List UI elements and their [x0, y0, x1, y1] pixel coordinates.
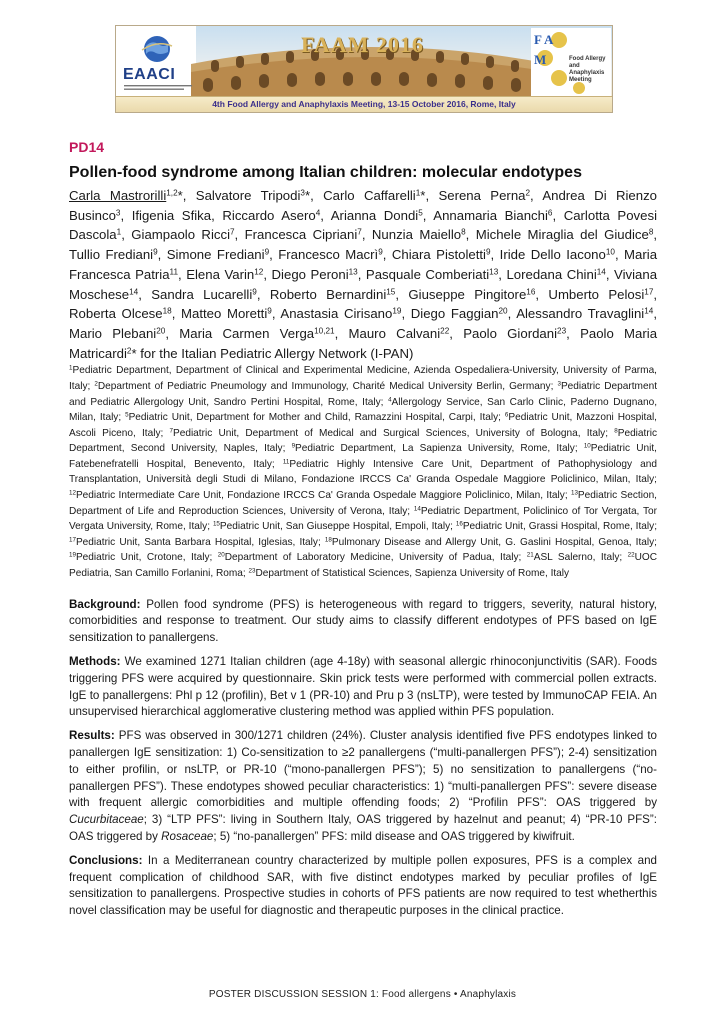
affiliation-number: 8 [614, 427, 618, 435]
author-name: Maria Carmen Verga [179, 325, 315, 341]
author-affiliation-number: 22 [440, 326, 450, 336]
author-affiliation-number: 3 [300, 188, 305, 198]
affiliation-number: 4 [388, 396, 392, 404]
author-affiliation-number: 9 [486, 247, 491, 257]
author [186, 267, 263, 282]
abstract-title: Pollen-food syndrome among Italian children: molecular endotypes [69, 164, 582, 181]
author-name: Carlotta Povesi Dascola [69, 207, 658, 243]
author [272, 267, 358, 282]
affiliation-text: UOC Pediatria, San Camillo Forlanini, Roma; [69, 552, 658, 580]
background-text: Pollen food syndrome (PFS) is heterogeneous with regard to triggers, severity, natural history, comorbidities and response to treatment. Our study aims to classify different endotypes of PFS based on IgE sensitization to panallergens. [69, 597, 657, 645]
faam-logo-letters: F A M [534, 32, 553, 67]
author [69, 247, 158, 262]
author-name: Roberta Olcese [69, 306, 163, 322]
globe-icon [140, 34, 174, 64]
affiliation-number: 1 [69, 364, 73, 372]
methods-label: Methods: [69, 655, 121, 669]
author-name: Mario Plebani [69, 325, 157, 341]
author [463, 326, 566, 341]
affiliation-text: Pediatric Unit, Grassi Hospital, Rome, Italy; [462, 521, 657, 533]
faam-title: FAAM 2016 [301, 32, 424, 57]
affiliation-number: 18 [324, 536, 332, 544]
affiliation-number: 14 [413, 505, 421, 513]
author-name: Iride Dello Iacono [499, 247, 606, 263]
page-footer: POSTER DISCUSSION SESSION 1: Food allergens • Anaphylaxis [208, 989, 517, 1000]
author-name: Paolo Giordani [463, 325, 558, 341]
author-affiliation-number: 9 [264, 247, 270, 257]
author-name: Riccardo Asero [222, 207, 316, 223]
author-affiliation-number: 7 [357, 227, 362, 237]
faam-logo-description: Food Allergy and Anaphylaxis Meeting [569, 56, 606, 83]
affiliation-text: Pediatric Unit, Department for Mother and Child, Ramazzini Hospital, Carpi, Italy; [128, 412, 505, 424]
author-name: Pasquale Comberiati [365, 266, 490, 282]
author-name: Roberto Bernardini [269, 286, 387, 302]
author-affiliation-number: 16 [526, 287, 536, 297]
author-affiliation-number: 14 [596, 267, 606, 277]
author [411, 306, 508, 321]
eaaci-logo-subtitle [124, 84, 194, 93]
author-affiliation-number: 4 [315, 208, 321, 218]
affiliation-number: 6 [504, 411, 509, 419]
author-affiliation-number: 15 [386, 287, 396, 297]
conference-banner [115, 25, 613, 113]
affiliation-text: Pediatric Unit, Fatebenefratelli Hospital, Benevento, Italy; [69, 443, 657, 470]
author [500, 247, 615, 262]
eaaci-logo-text: EAACI [123, 66, 176, 83]
author: Carla Mastrorilli$^{1,2}$* [69, 188, 183, 203]
methods-section [69, 654, 657, 721]
author-name: Francesca Cipriani [244, 227, 358, 243]
author [131, 227, 234, 242]
author-affiliation-number: 8 [461, 227, 466, 237]
author-name: Nunzia Maiello [371, 227, 462, 243]
author-name: Elena Varin [186, 266, 255, 282]
author [69, 306, 172, 321]
author-affiliation-number: 2 [525, 188, 531, 198]
author-affiliation-number: 20 [156, 326, 166, 336]
author [179, 326, 334, 341]
affiliation-number: 13 [570, 489, 578, 497]
author-affiliation-number: 1 [116, 227, 122, 237]
affiliation-number: 11 [282, 458, 290, 466]
author-affiliation-number: 14 [129, 287, 139, 297]
affiliation-number: 23 [248, 567, 256, 575]
affiliation-text: Department of Statistical Sciences, Sapienza University of Rome, Italy [255, 568, 570, 580]
affiliation-number: 19 [69, 552, 76, 560]
affiliation-number: 10 [583, 442, 591, 450]
author [151, 287, 257, 302]
author: Paolo Maria Matricardi$^2$* for the Italian Pediatric Allergy Network (I-PAN) [69, 325, 658, 361]
results-italic-1: Cucurbitaceae [69, 813, 144, 827]
author-name: Matteo Moretti [181, 306, 268, 322]
affiliation-text: Pulmonary Disease and Allergy Unit, G. Gaslini Hospital, Genoa, Italy; [331, 536, 657, 548]
conclusions-section [69, 853, 657, 920]
author-name: Simone Frediani [166, 247, 265, 263]
author-name: Diego Faggian [410, 306, 499, 322]
affiliation-text: Department of Laboratory Medicine, University of Padua, Italy; [224, 552, 527, 564]
author-name: Alessandro Travaglini [516, 306, 645, 322]
author [366, 267, 498, 282]
author-affiliation-number: 7 [230, 227, 235, 237]
author-name: Sandra Lucarelli [151, 286, 253, 302]
conclusions-label: Conclusions: [69, 853, 143, 867]
affiliation-text: Allergology Service, San Carlo Clinic, Paderno Dugnano, Milan, Italy; [69, 396, 657, 424]
author-affiliation-number: 19 [392, 306, 402, 316]
author [433, 208, 552, 223]
author [280, 306, 401, 321]
results-label: Results: [69, 729, 115, 743]
background-section [69, 597, 657, 647]
author-name: Michele Miraglia del Giudice [475, 227, 649, 243]
author-affiliation-number: 18 [162, 306, 172, 316]
author-name: Francesco Macrì [278, 247, 379, 263]
eaaci-subtitle-lines [124, 84, 194, 92]
affiliation-number: 7 [169, 427, 173, 435]
author-affiliation-number: 12 [254, 267, 264, 277]
results-italic-2: Rosaceae [161, 830, 214, 843]
author-name: Carla Mastrorilli [69, 188, 167, 203]
author-affiliation-number: 13 [489, 267, 499, 277]
author-affiliation-number: 9 [378, 247, 383, 257]
author [69, 326, 165, 341]
results-text-1: PFS was observed in 300/1271 children (24%). Cluster analysis identified five PFS endotypes linked to panallergen IgE sensitization: 1) Co-sensitization to ≥2 panallergens (“multi-panallergen PFS”); 2-4) sensitization to either profilin, or nsLTP, or PR-10 (“mono-panallergen PFS”); 5) no sensitization to panallergens (“no-panallergen PFS”). These endotypes showed peculiar characteristics: 1) “multi-panallergen PFS”: severe disease with frequent allergic comorbidities and multiple offending foods; 2) “Profilin PFS”: OAS triggered by [69, 729, 657, 810]
conclusions-text: In a Mediterranean country characterized by multiple pollen exposures, PFS is a complex and frequent complication of childhood SAR, with five distinct endotypes marked by peculiar profiles of IgE sensitization to panallergens. Prospective studies in cohorts of PFS patients are now required to test whetherthis novel classification may be useful for diagnostic and therapeutic purposes in the clinical practice. [69, 853, 657, 918]
author-affiliation-number: 17 [644, 287, 654, 297]
author-affiliation-number: 10 [605, 247, 615, 257]
affiliation-text: ASL Salerno, Italy; [533, 552, 628, 564]
author: Salvatore Tripodi$^3$* [195, 188, 311, 203]
affiliation-text: Pediatric Department, Department of Clinical and Experimental Medicine, Azienda Ospedaliera-University, University of Parma, Italy; [69, 365, 657, 392]
author-name: Chiara Pistoletti [391, 247, 486, 263]
affiliation-number: 20 [217, 552, 225, 560]
author [438, 188, 530, 203]
affiliation-text: Pediatric Department, Policlinico of Tor Vergata, Tor Vergata University, Rome, Italy; [69, 505, 657, 533]
author-affiliation-number: 13 [348, 267, 358, 277]
abstract [69, 139, 657, 920]
affiliation-text: Department of Pediatric Pneumology and Immunology, Charité Medical University Berlin, Germany; [97, 380, 558, 392]
author-name: Andrea Di Rienzo Businco [69, 188, 658, 223]
affiliation-text: Pediatric Department, Second University, Naples, Italy; [69, 427, 657, 455]
author-name: Tullio Frediani [69, 247, 154, 263]
author-name: Viviana Moschese [69, 266, 658, 302]
author-affiliation-number: 8 [648, 227, 654, 237]
author [548, 287, 653, 302]
author-name: Umberto Pelosi [548, 286, 645, 302]
author-affiliation-number: 14 [644, 306, 654, 316]
affiliation-number: 9 [291, 442, 296, 450]
author-affiliation-number: 1 [415, 188, 421, 198]
affiliation-number: 17 [69, 536, 76, 544]
affiliation-text: Pediatric Unit, Santa Barbara Hospital, Iglesias, Italy; [75, 536, 325, 548]
author-name: Paolo Maria Matricardi [69, 325, 658, 361]
background-label: Background: [69, 597, 141, 611]
author [167, 247, 269, 262]
author-affiliation-number: 5 [418, 208, 423, 218]
affiliation-text: Pediatric Department, La Sapienza University, Rome, Italy; [295, 443, 584, 455]
author-name: Arianna Dondi [330, 207, 419, 223]
affiliation-number: 21 [526, 552, 534, 560]
affiliation-text: Pediatric Section, Department of Life and Reproduction Sciences, University of Verona, Italy; [69, 490, 657, 517]
affiliation-number: 3 [557, 380, 561, 388]
author [372, 227, 466, 242]
author-name: Serena Perna [438, 188, 526, 203]
author-affiliation-number: 11 [169, 267, 179, 277]
author: Carlo Caffarelli$^1$* [323, 188, 426, 203]
affiliation-text: Pediatric Department and Pediatric Allergology Unit, Sandro Pertini Hospital, Rome, Italy; [69, 380, 658, 408]
author-affiliation-number: 9 [267, 306, 272, 316]
affiliation-text: Pediatric Unit, Department of Medical and Surgical Sciences, University of Bologna, Italy; [172, 427, 615, 439]
author [506, 267, 605, 282]
author-name: Anastasia Cirisano [280, 306, 393, 322]
author-affiliation-number: 20 [498, 306, 508, 316]
affiliation-text: Pediatric Intermediate Care Unit, Fondazione IRCCS Ca' Granda Ospedale Maggiore Policlinico, Milan, Italy; [75, 490, 571, 502]
author-network: for the Italian Pediatric Allergy Network (I-PAN) [136, 345, 414, 361]
author [132, 208, 211, 223]
author-name: Giampaolo Ricci [131, 227, 230, 243]
author-affiliation-number: 6 [547, 208, 553, 218]
results-text-2: ; 3) “LTP PFS”: living in Southern Italy, OAS triggered by hazelnut and peanut; 4) “PR-10 PFS”: OAS triggered by [69, 813, 657, 843]
affiliation-number: 5 [125, 411, 129, 419]
author [408, 287, 535, 302]
affiliation-text: Pediatric Highly Intensive Care Unit, Department of Pathophysiology and Transplantation, Università degli Studi di Milano, Fondazione IRCCS Ca' Granda Ospedale Maggiore Policlinico, Milan, Italy; [69, 458, 658, 486]
author-name: Salvatore Tripodi [195, 188, 301, 203]
author-name: Annamaria Bianchi [433, 207, 548, 223]
author-affiliation-number: 9 [252, 287, 257, 297]
author-name: Diego Peroni [271, 266, 349, 282]
author-affiliation-number: 2 [126, 346, 132, 356]
author-affiliation-number: 3 [115, 208, 121, 218]
author [392, 247, 491, 262]
affiliation-text: Pediatric Unit, Mazzoni Hospital, Ascoli Piceno, Italy; [69, 412, 657, 439]
author-affiliation-number: 1,2 [166, 188, 178, 198]
results-text-3: ; 5) “no-panallergen” PFS: mild disease and OAS triggered by kiwifruit. [213, 830, 575, 843]
meeting-line: 4th Food Allergy and Anaphylaxis Meeting, 13-15 October 2016, Rome, Italy [212, 99, 516, 109]
author-affiliation-number: 10,21 [314, 326, 335, 336]
author-name: Carlo Caffarelli [323, 188, 416, 203]
author [222, 208, 320, 223]
results-section [69, 728, 657, 846]
affiliation-number: 15 [212, 520, 220, 528]
affiliation-list [69, 363, 657, 581]
affiliation-text: Pediatric Unit, Crotone, Italy; [75, 552, 218, 564]
author-list: Carla Mastrorilli$^{1,2}$*, Salvatore Tripodi$^3$*, Carlo Caffarelli$^1$*, Serena Perna$^2$, Andrea Di Rienzo Businco$^3$, Ifigenia Sfika, Riccardo Asero$^4$, Arianna Dondi$^5$, Annamaria Bianchi$^6$, Carlotta Povesi Dascola$^1$, Giampaolo Ricci$^7$, Francesca Cipriani$^7$, Nunzia Maiello$^8$, Michele Miraglia del Giudice$^8$, Tullio Frediani$^9$, Simone Frediani$^9$, Francesco Macrì$^9$, Chiara Pistoletti$^9$, Iride Dello Iacono$^{10}$, Maria Francesca Patria$^{11}$, Elena Varin$^{12}$, Diego Peroni$^{13}$, Pasquale Comberiati$^{13}$, Loredana Chini$^{14}$, Viviana Moschese$^{14}$, Sandra Lucarelli$^9$, Roberto Bernardini$^{15}$, Giuseppe Pingitore$^{16}$, Umberto Pelosi$^{17}$, Roberta Olcese$^{18}$, Matteo Moretti$^9$, Anastasia Cirisano$^{19}$, Diego Faggian$^{20}$, Alessandro Travaglini$^{14}$, Mario Plebani$^{20}$, Maria Carmen Verga$^{10,21}$, Mauro Calvani$^{22}$, Paolo Giordani$^{23}$, Paolo Maria Matricardi$^2$* for the Italian Pediatric Allergy Network (I-PAN) [69, 188, 658, 361]
affiliation-number: 16 [455, 520, 463, 528]
author-name: Ifigenia Sfika [131, 207, 212, 223]
methods-text: We examined 1271 Italian children (age 4-18y) with seasonal allergic rhinoconjunctivitis (SAR). Foods triggering PFS were acquired by questionnaire. Skin prick tests were performed with commercial pollen extracts. IgE to panallergens: Phl p 12 (profilin), Bet v 1 (PR-10) and Pru p 3 (nsLTP), were tested by ImmunoCAP FEIA. An unsupervised hierarchical agglomerative clustering method was applied within PFS population. [69, 655, 657, 719]
author [181, 306, 272, 321]
author-name: Loredana Chini [506, 266, 597, 282]
affiliation-number: 2 [94, 380, 98, 388]
author-name: Mauro Calvani [348, 325, 441, 341]
author [476, 227, 654, 242]
author-affiliation-number: 9 [153, 247, 158, 257]
author [516, 306, 653, 321]
author [331, 208, 423, 223]
author [245, 227, 362, 242]
affiliation-number: 22 [627, 552, 635, 560]
author-name: Maria Francesca Patria [69, 247, 658, 282]
author [349, 326, 450, 341]
abstract-code: PD14 [69, 139, 105, 155]
author-name: Giuseppe Pingitore [408, 286, 527, 302]
affiliation-text: Pediatric Unit, San Giuseppe Hospital, Empoli, Italy; [219, 521, 456, 533]
author-affiliation-number: 23 [557, 326, 567, 336]
affiliation-number: 12 [69, 489, 76, 497]
author [278, 247, 383, 262]
author [270, 287, 396, 302]
